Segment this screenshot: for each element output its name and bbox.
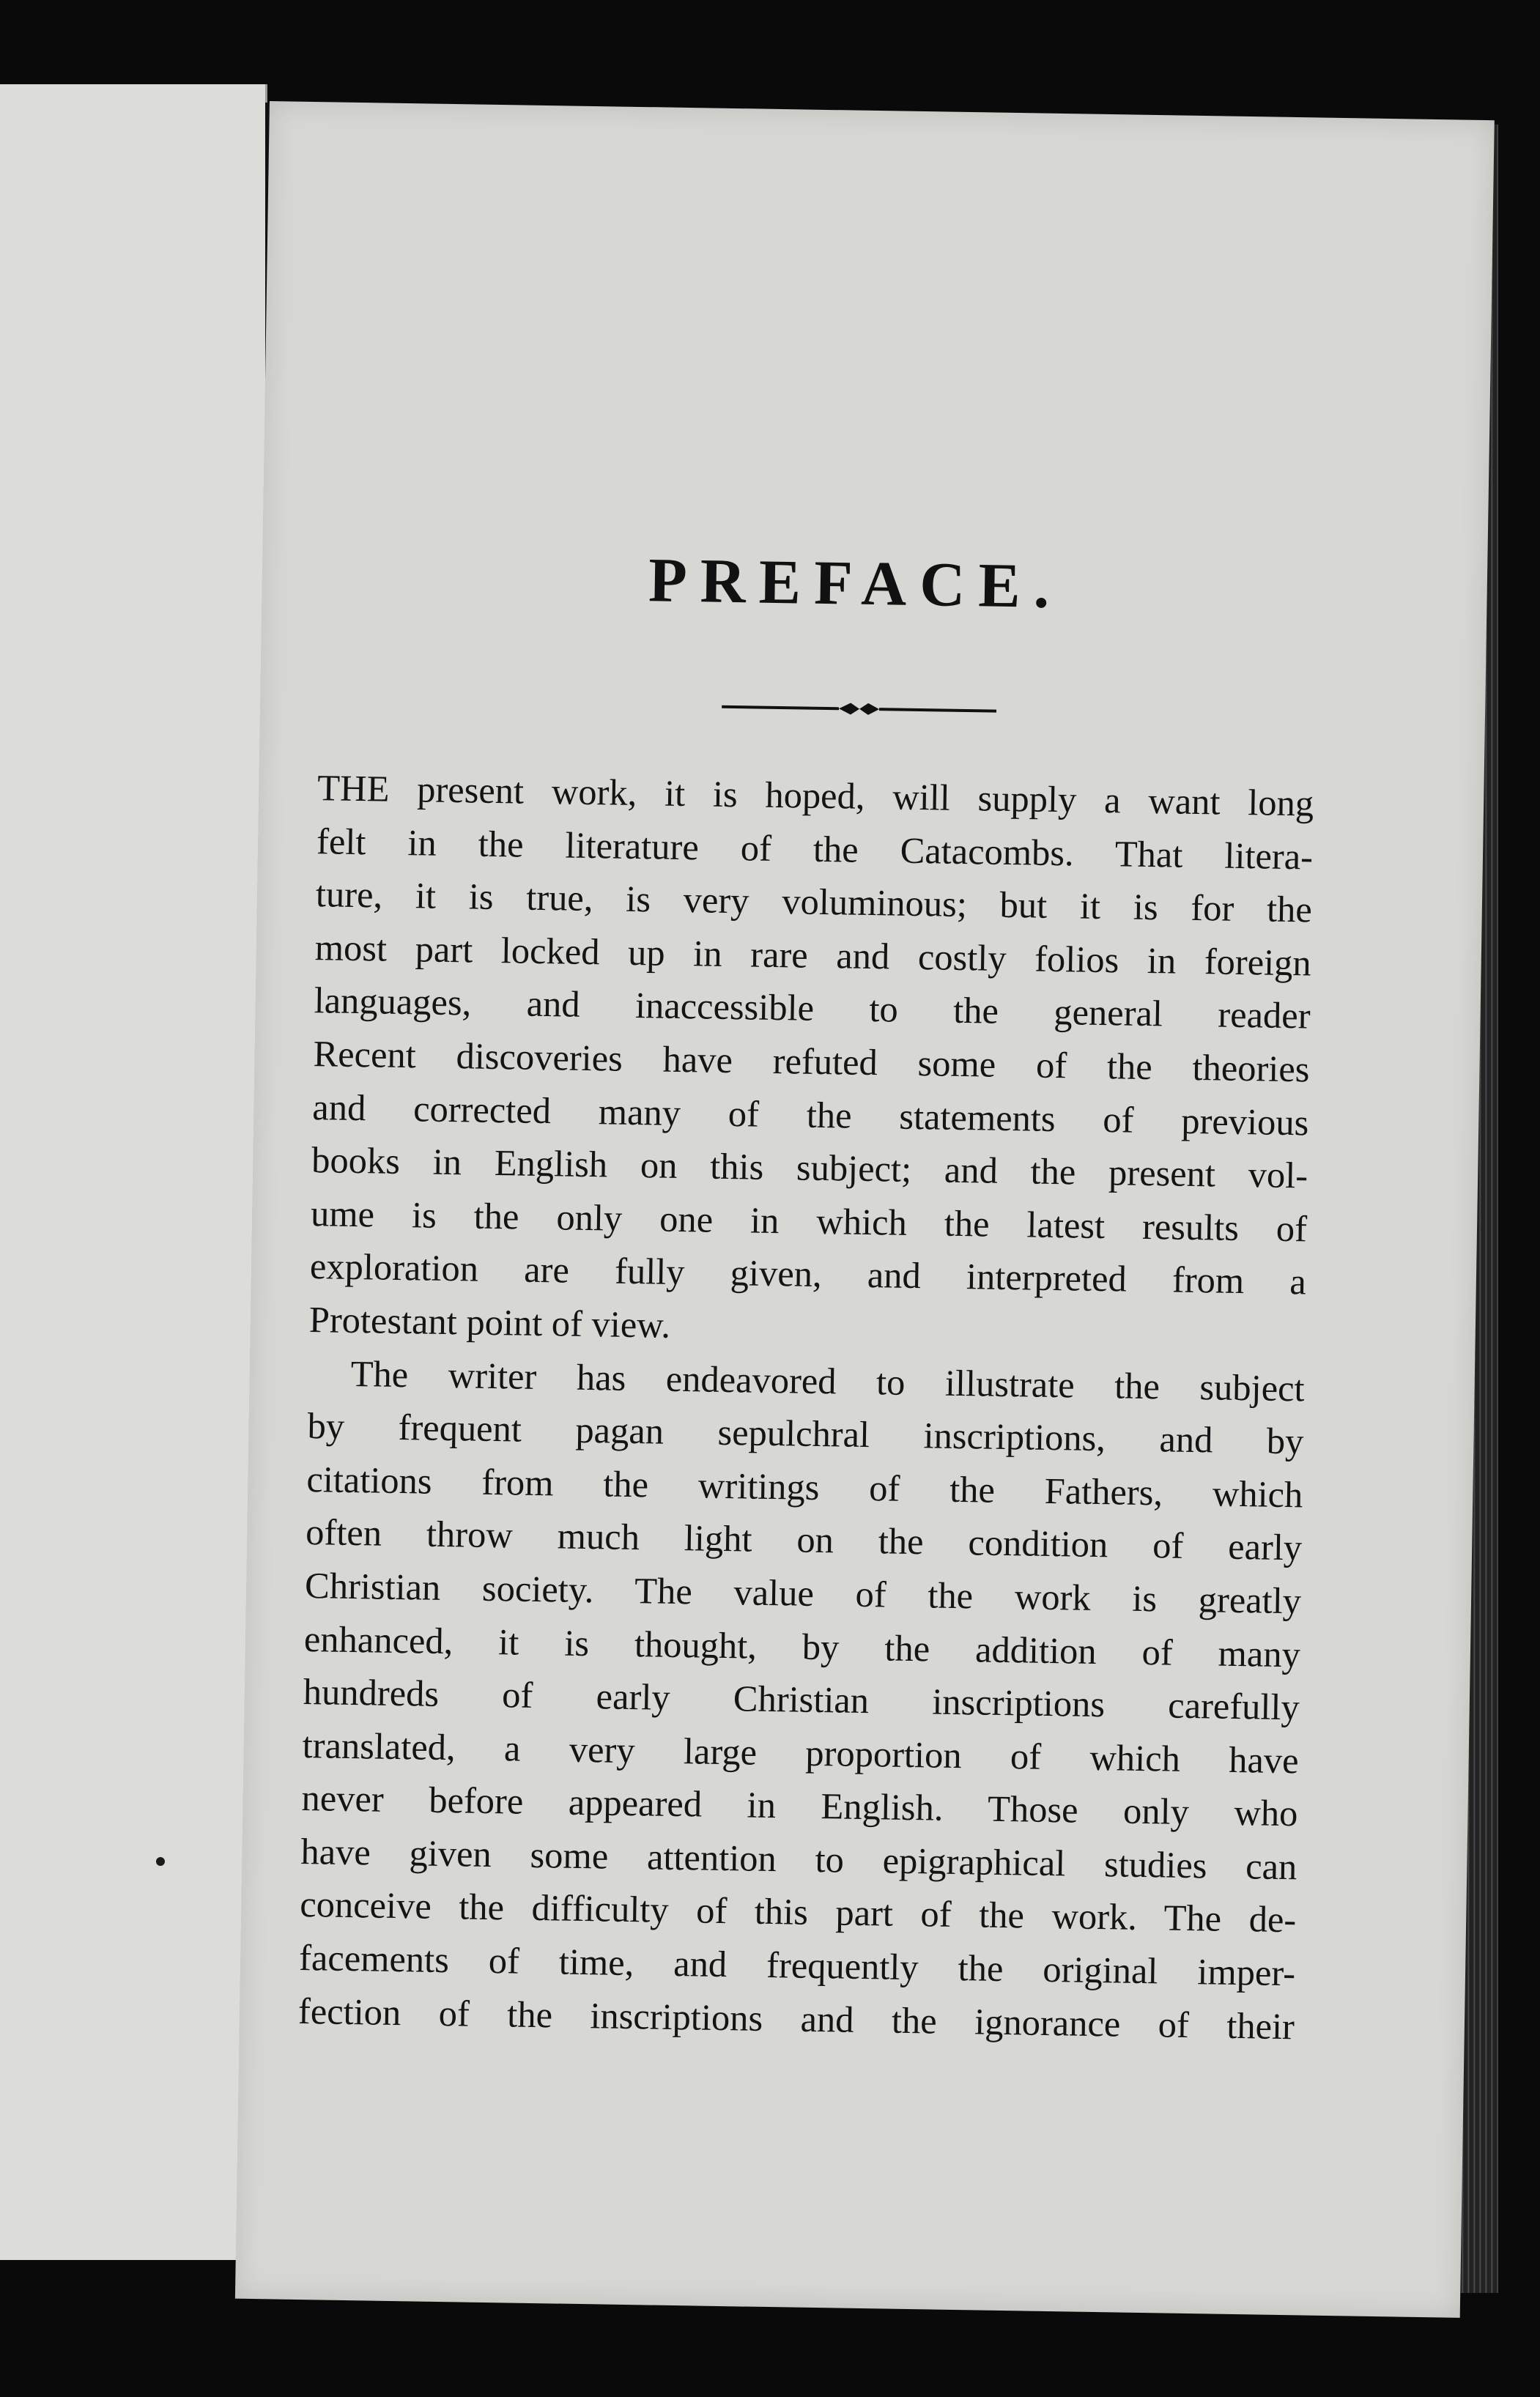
text-line: have given some attention to epigraphical studies can	[300, 1830, 1297, 1888]
text-line: languages, and inaccessible to the general reader	[314, 979, 1311, 1037]
paragraph-1	[308, 761, 1314, 1362]
ornament-divider-icon	[722, 698, 996, 720]
ink-speck	[156, 1857, 165, 1866]
text-line: often throw much light on the condition of early	[305, 1511, 1303, 1568]
text-line: never before appeared in English. Those only who	[301, 1777, 1298, 1834]
text-line: and corrected many of the statements of previous	[312, 1086, 1309, 1144]
text-line: translated, a very large proportion of which have	[302, 1724, 1300, 1782]
text-line: felt in the literature of the Catacombs. That litera-	[316, 820, 1314, 878]
text-line: conceive the difficulty of this part of the work. The de-	[299, 1883, 1297, 1941]
text-line: THE present work, it is hoped, will supply a want long	[316, 767, 1314, 824]
text-line: Recent discoveries have refuted some of the theories	[313, 1033, 1310, 1090]
text-line: hundreds of early Christian inscriptions carefully	[303, 1671, 1300, 1728]
text-line: Christian society. The value of the work is greatly	[304, 1564, 1302, 1622]
text-line: by frequent pagan sepulchral inscriptions, and by	[307, 1405, 1304, 1462]
paragraph-2	[297, 1346, 1305, 2053]
text-line: fection of the inscriptions and the ignorance of their	[297, 1990, 1295, 2047]
body-text	[297, 761, 1314, 2053]
text-line: books in English on this subject; and the present vol-	[311, 1139, 1308, 1196]
text-line: The writer has endeavored to illustrate the subject	[350, 1352, 1306, 1409]
text-line: ture, it is true, is very voluminous; but it is for the	[315, 873, 1313, 930]
left-page	[0, 84, 267, 2260]
right-page	[235, 101, 1495, 2318]
text-line: exploration are fully given, and interpreted from a	[309, 1245, 1307, 1303]
text-line: facements of time, and frequently the original imper-	[298, 1937, 1296, 1994]
text-line: most part locked up in rare and costly folios in foreign	[314, 926, 1312, 984]
text-line: ume is the only one in which the latest results of	[310, 1192, 1308, 1250]
text-line: Protestant point of view.	[308, 1298, 671, 1346]
text-line: enhanced, it is thought, by the addition of many	[303, 1618, 1301, 1675]
text-line: citations from the writings of the Fathers, which	[306, 1458, 1303, 1516]
page-heading: PREFACE.	[648, 544, 1064, 622]
